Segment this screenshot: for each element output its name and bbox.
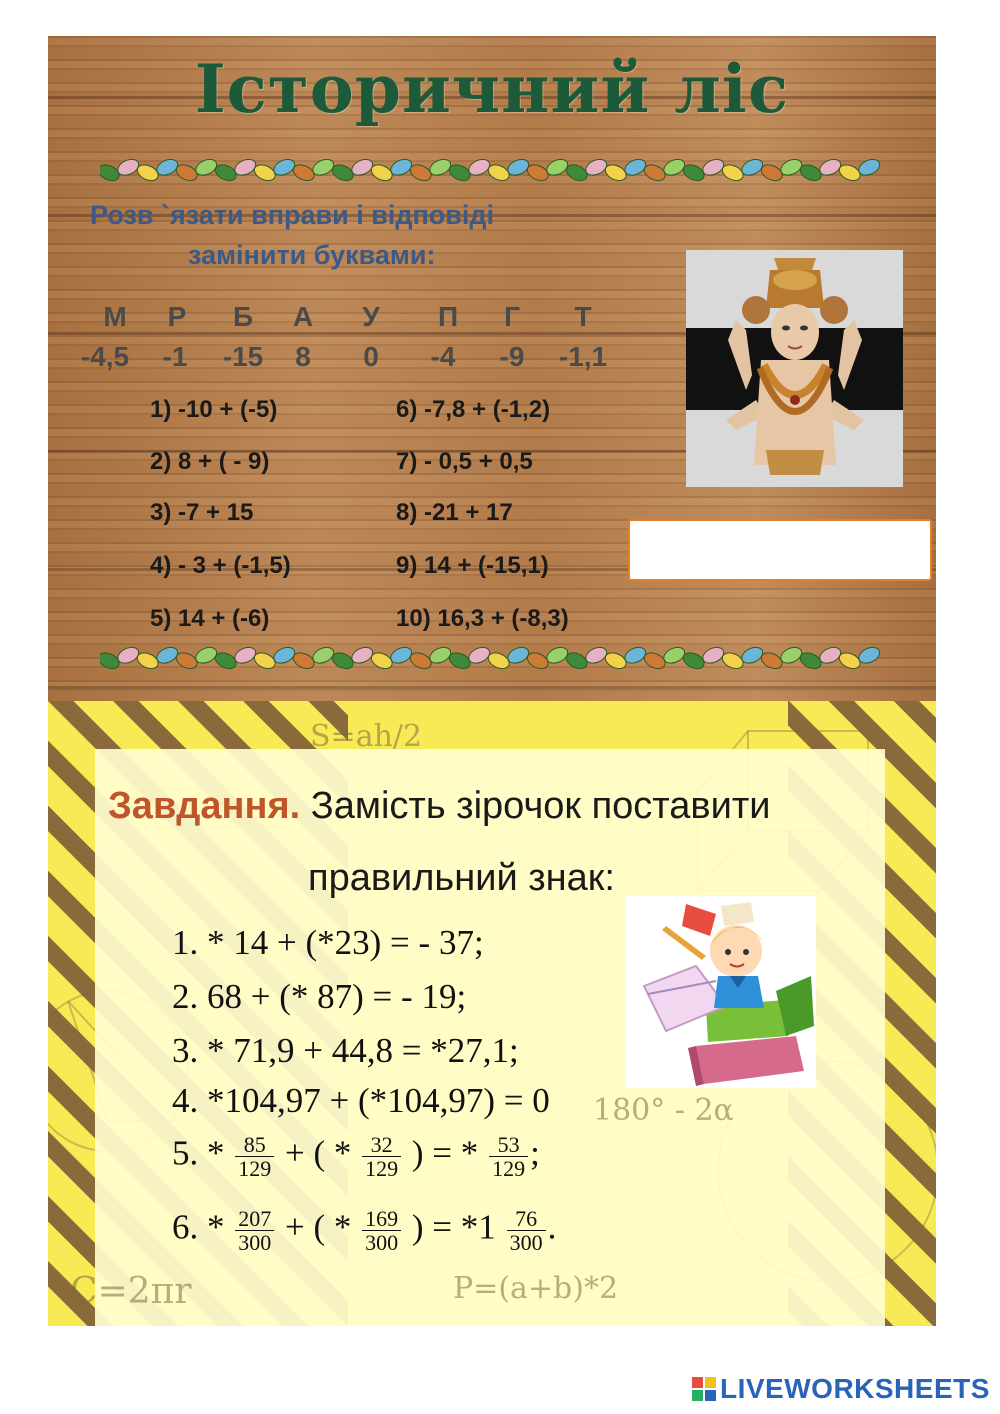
exercise-9: 9) 14 + (-15,1)	[396, 552, 549, 579]
exercise-5: 5) 14 + (-6)	[150, 605, 270, 632]
fraction: $\frac{53}{129}$	[489, 1133, 528, 1180]
task-heading-line2: правильний знак:	[308, 857, 615, 899]
key-value: -4	[430, 341, 456, 372]
eq6-prefix: 6. *	[172, 1207, 225, 1247]
instruction-line-1: Розв `язати вправи і відповіді	[90, 200, 495, 230]
eq5-prefix: 5. *	[172, 1133, 225, 1173]
answer-input[interactable]	[628, 519, 932, 581]
fraction: $\frac{85}{129}$	[235, 1133, 274, 1180]
eq5-end: ;	[530, 1133, 540, 1173]
task-heading-lead: Завдання.	[108, 785, 301, 827]
key-value: -1,1	[558, 341, 608, 372]
equation-1: 1. * 14 + (*23) = - 37;	[172, 923, 484, 962]
exercise-3: 3) -7 + 15	[150, 499, 254, 526]
key-letter: Г	[504, 301, 520, 332]
equation-2: 2. 68 + (* 87) = - 19;	[172, 977, 467, 1016]
task-heading-rest: Замість зірочок поставити	[310, 785, 771, 827]
leaf-border-top	[100, 154, 890, 186]
liveworksheets-logo-icon	[692, 1377, 716, 1401]
equation-6	[172, 1207, 556, 1254]
key-letter: А	[292, 301, 314, 332]
eq6-mid: + ( *	[285, 1207, 352, 1247]
key-value: -15	[222, 341, 264, 372]
key-letter: Т	[574, 301, 592, 332]
fraction: $\frac{169}{300}$	[362, 1207, 401, 1254]
fraction: $\frac{207}{300}$	[235, 1207, 274, 1254]
leaf-border-bottom	[100, 642, 890, 674]
deity-statue-image	[686, 250, 903, 487]
key-value: 0	[363, 341, 379, 372]
exercise-4: 4) - 3 + (-1,5)	[150, 552, 291, 579]
student-with-books-image	[626, 896, 816, 1088]
deco-formula: C=2πr	[70, 1271, 192, 1312]
exercise-8: 8) -21 + 17	[396, 499, 513, 526]
task-panel	[48, 701, 936, 1326]
exercise-10: 10) 16,3 + (-8,3)	[396, 605, 569, 632]
key-letter: Б	[232, 301, 254, 332]
key-value: 8	[295, 341, 311, 372]
deco-formula: 180° - 2α	[593, 1093, 734, 1128]
key-letter: Р	[167, 301, 187, 332]
task-heading	[108, 785, 770, 828]
fraction: $\frac{32}{129}$	[362, 1133, 401, 1180]
exercise-1: 1) -10 + (-5)	[150, 396, 278, 423]
equation-4: 4. *104,97 + (*104,97) = 0	[172, 1081, 550, 1120]
fraction: $\frac{76}{300}$	[507, 1207, 546, 1254]
key-letter: М	[103, 301, 127, 332]
key-letter: У	[362, 301, 380, 332]
key-value: -4,5	[80, 341, 130, 372]
key-letter: П	[437, 301, 459, 332]
equation-3: 3. * 71,9 + 44,8 = *27,1;	[172, 1031, 519, 1070]
key-value: -9	[499, 341, 525, 372]
eq6-end: .	[547, 1207, 557, 1247]
exercise-7: 7) - 0,5 + 0,5	[396, 448, 533, 475]
exercise-6: 6) -7,8 + (-1,2)	[396, 396, 551, 423]
deco-formula: S=ah/2	[310, 719, 423, 754]
exercise-2: 2) 8 + ( - 9)	[150, 448, 270, 475]
deco-formula: P=(a+b)*2	[453, 1271, 619, 1306]
eq5-after: ) = *	[411, 1133, 479, 1173]
liveworksheets-brand[interactable]	[692, 1374, 990, 1404]
eq5-mid: + ( *	[285, 1133, 352, 1173]
instruction-line-2: замінити буквами:	[188, 240, 436, 270]
panel-title: Історичний ліс	[194, 50, 790, 128]
key-value: -1	[162, 341, 188, 372]
equation-5	[172, 1133, 540, 1180]
eq6-after: ) = *1	[411, 1207, 496, 1247]
brand-name: LIVEWORKSHEETS	[720, 1373, 990, 1404]
